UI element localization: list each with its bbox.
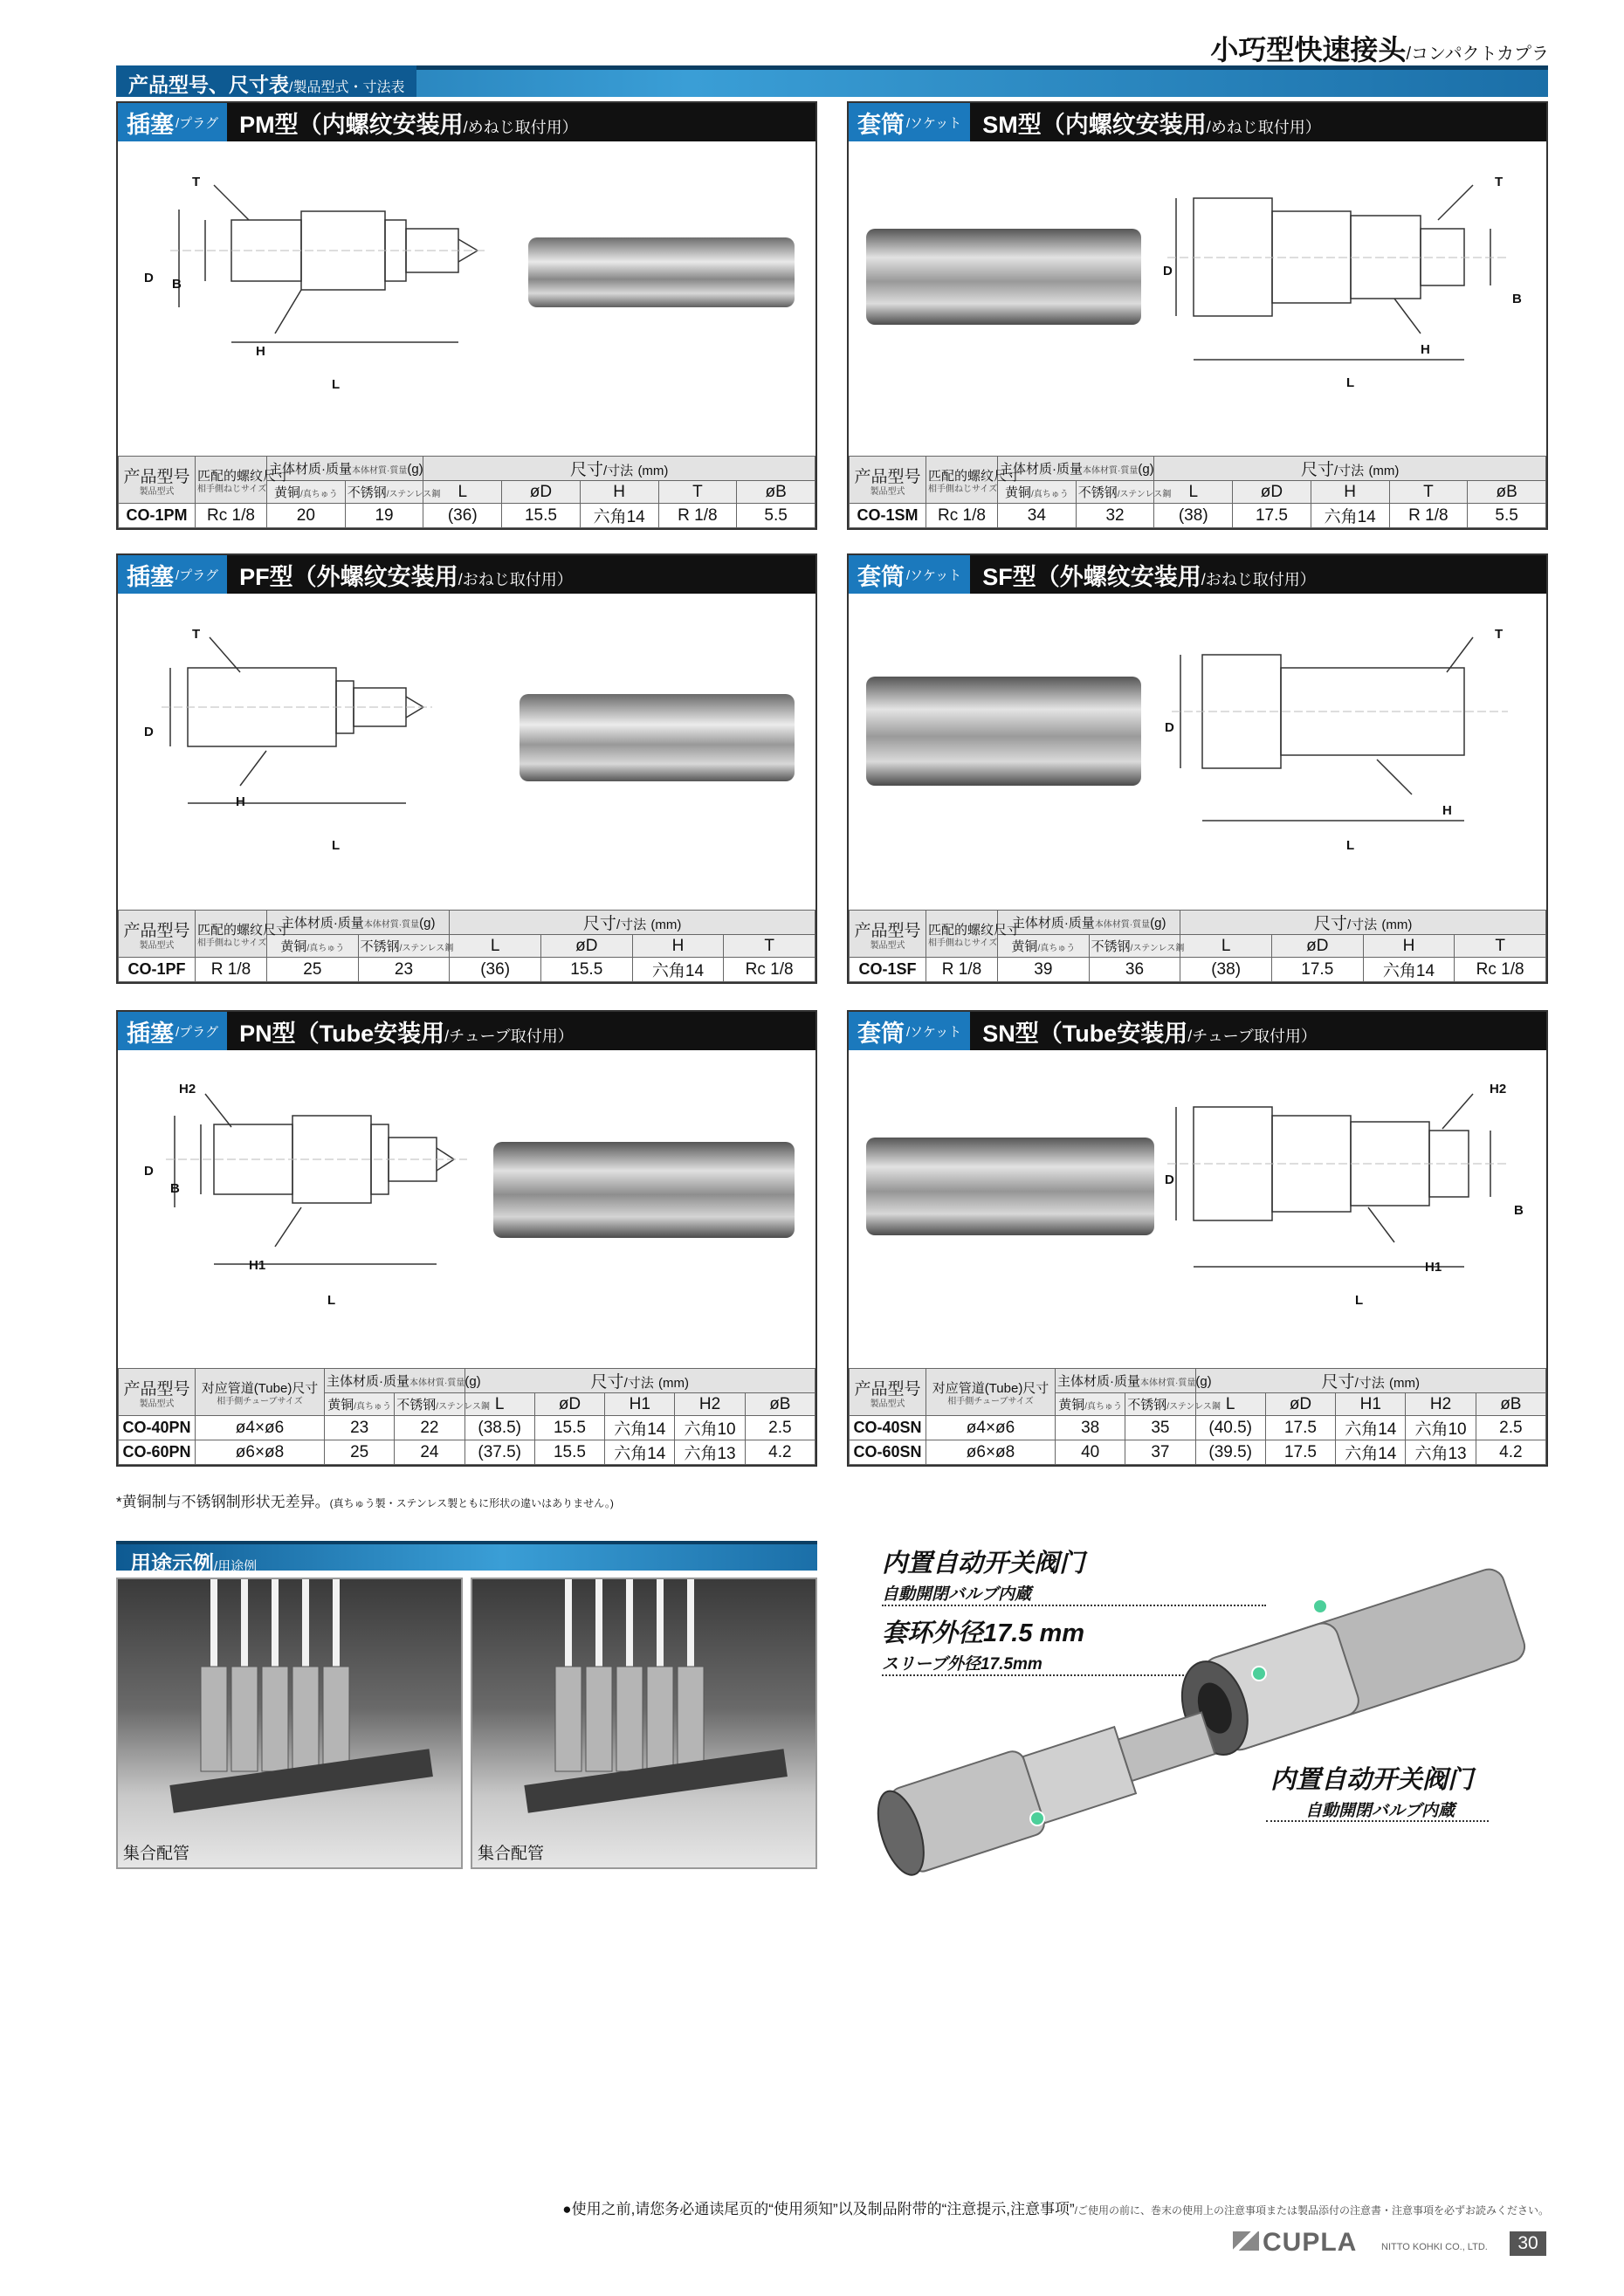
company-name: NITTO KOHKI CO., LTD. [1381,2242,1488,2252]
th-col: øD [1271,935,1363,958]
th-col: H [632,935,724,958]
th-thread: 匹配的螺纹尺寸 [928,468,1021,484]
cell: ø6×ø8 [926,1440,1056,1465]
product-drawing [118,141,815,456]
th-ss: 不锈钢 [1077,485,1118,500]
cell: 六角14 [1311,504,1389,528]
th-ss: 不锈钢 [1091,939,1131,954]
table-row [119,1416,815,1440]
spec-table [118,456,815,528]
th-model-sub: 製品型式 [870,1399,905,1409]
cell: 34 [998,504,1077,528]
th-dims: 尺寸 [590,1373,624,1392]
spec-table [849,910,1546,982]
cell: R 1/8 [658,504,737,528]
product-photo [520,694,795,781]
panel-tag: 套筒 /ソケット [849,1012,970,1050]
cell-model: CO-1SM [850,504,926,528]
panel-title: PF型（外螺纹安装用/おねじ取付用） [239,563,573,590]
th-col: H [580,481,658,504]
cell: (36) [450,958,541,982]
cell: 25 [325,1440,395,1465]
th-col: øD [502,481,581,504]
product-drawing [118,594,815,910]
table-row [850,1416,1546,1440]
th-col: T [658,481,737,504]
th-dims-sub: /寸法 [1354,1376,1385,1391]
panel-sm [847,101,1548,530]
th-ss: 不锈钢 [1127,1398,1167,1413]
th-col: L [464,1393,534,1416]
product-drawing [849,594,1546,910]
panel-header [849,1012,1546,1050]
product-photo [493,1142,795,1238]
dim-label-l: L [1346,375,1355,390]
th-model: 产品型号 [854,1379,921,1399]
dim-label-d: D [1165,720,1174,735]
panel-sn [847,1010,1548,1467]
cell: 35 [1125,1416,1195,1440]
manifold-illustration [118,1579,464,1871]
th-dims: 尺寸 [569,461,603,479]
cell: (37.5) [464,1440,534,1465]
cell-model: CO-40SN [850,1416,926,1440]
th-brass-sub: /真ちゅう [1084,1402,1123,1412]
panel-header [118,103,815,141]
th-col: L [450,935,541,958]
th-dims-unit: (mm) [1381,918,1413,932]
th-thread: 匹配的螺纹尺寸 [197,922,290,938]
th-col: H2 [675,1393,745,1416]
panel-header [118,555,815,594]
panel-title: SM型（内螺纹安装用/めねじ取付用） [982,111,1321,138]
cell: 32 [1076,504,1154,528]
cell: 5.5 [737,504,815,528]
cell: (38) [1180,958,1272,982]
logo-mark-icon [1233,2231,1259,2251]
cell: 15.5 [534,1416,604,1440]
dim-label-d: D [1163,264,1173,278]
cell: (38) [1154,504,1233,528]
th-dims: 尺寸 [1300,461,1334,479]
dim-label-d: D [144,725,154,739]
th-dims-sub: /寸法 [616,918,647,932]
cell: Rc 1/8 [724,958,815,982]
cell: R 1/8 [196,958,267,982]
th-col: H1 [605,1393,675,1416]
th-material-sub: 本体材質·質量 [352,466,408,476]
th-col: T [1389,481,1468,504]
dim-label-t: T [192,175,201,189]
th-material: 主体材质·质量 [280,916,364,931]
cell: Rc 1/8 [1455,958,1546,982]
socket-dimension-drawing [1159,168,1534,430]
cell: 40 [1056,1440,1125,1465]
dim-label-d: D [144,271,154,285]
th-model-sub: 製品型式 [139,1399,175,1409]
footer-notice: ●使用之前,请您务必通读尾页的“使用须知”以及制品附带的“注意提示,注意事项”/ご使用の前に、巻末の使用上の注意事項または製品添付の注意書・注意事項を必ずお読みください。 [562,2201,1549,2217]
th-material: 主体材质·质量 [269,462,352,477]
th-brass-sub: /真ちゅう [299,490,338,499]
th-ss-sub: /ステンレス鋼 [436,1402,490,1412]
cell: 25 [267,958,359,982]
cell: 4.2 [1476,1440,1545,1465]
dim-label-h1: H1 [249,1258,266,1273]
dim-label-h2: H2 [1490,1082,1507,1096]
th-dims-sub: /寸法 [1333,464,1365,478]
th-tube-sub: 相手側チューブサイズ [947,1396,1034,1406]
dim-label-b: B [172,277,182,292]
spec-table [849,1368,1546,1465]
th-ss-sub: /ステンレス鋼 [399,944,454,953]
cell: 5.5 [1468,504,1546,528]
th-dims-unit: (mm) [1389,1376,1420,1391]
th-col: øD [540,935,632,958]
panel-pm [116,101,817,530]
cell: 17.5 [1233,504,1311,528]
cell: (36) [423,504,502,528]
dim-label-l: L [1346,838,1355,853]
panel-tag: 插塞 /プラグ [118,103,227,141]
cell: 22 [395,1416,464,1440]
th-material-unit: (g) [1138,462,1154,477]
panel-pf [116,553,817,984]
th-brass: 黄铜 [273,485,300,500]
usage-caption: 集合配管 [123,1845,190,1863]
cell: 六角14 [1336,1416,1406,1440]
manifold-illustration [472,1579,819,1871]
section-title: 产品型号、尺寸表/製品型式・寸法表 [116,65,416,97]
th-model: 产品型号 [123,467,190,486]
cell: 23 [325,1416,395,1440]
th-dims-unit: (mm) [658,1376,689,1391]
dim-label-h2: H2 [179,1082,196,1096]
dim-label-l: L [332,377,341,392]
socket-dimension-drawing [1159,1076,1534,1338]
th-ss-sub: /ステンレス鋼 [386,490,441,499]
th-model: 产品型号 [123,1379,190,1399]
th-dims: 尺寸 [582,915,616,933]
th-material: 主体材质·质量 [1000,462,1083,477]
th-ss-sub: /ステンレス鋼 [1130,944,1185,953]
th-ss: 不锈钢 [347,485,387,500]
cell: 六角14 [632,958,724,982]
dim-label-t: T [192,627,201,642]
th-dims: 尺寸 [1313,915,1347,933]
dim-label-h: H [1442,803,1452,818]
dim-label-t: T [1495,627,1504,642]
th-thread-sub: 相手側ねじサイズ [928,484,998,494]
panel-tag: 插塞 /プラグ [118,1012,227,1050]
callout-leader [1266,1820,1489,1822]
cell: 38 [1056,1416,1125,1440]
th-thread: 匹配的螺纹尺寸 [928,922,1021,938]
dim-label-h: H [236,794,245,809]
th-dims: 尺寸 [1321,1373,1355,1392]
cell-model: CO-1SF [850,958,926,982]
th-col: øD [534,1393,604,1416]
cell: 2.5 [745,1416,815,1440]
cell: R 1/8 [1389,504,1468,528]
th-material: 主体材质·质量 [1011,916,1095,931]
cell: 4.2 [745,1440,815,1465]
product-photo [866,229,1141,325]
th-brass: 黄铜 [327,1398,354,1413]
cell: 15.5 [502,504,581,528]
cell: (39.5) [1195,1440,1265,1465]
th-material-unit: (g) [464,1374,481,1389]
table-row [850,1440,1546,1465]
th-col: H [1363,935,1455,958]
th-col: øD [1265,1393,1335,1416]
th-tube-sub: 相手側チューブサイズ [217,1396,303,1406]
usage-title: 用途示例/用途例 [116,1541,817,1571]
product-drawing [849,1050,1546,1368]
cell: 六角13 [675,1440,745,1465]
th-col: T [724,935,815,958]
table-row [850,504,1546,528]
th-brass-sub: /真ちゅう [306,944,345,953]
th-model-sub: 製品型式 [870,940,905,951]
th-col: øB [745,1393,815,1416]
usage-photo [471,1578,817,1869]
table-row [119,1440,815,1465]
panel-title: PN型（Tube安装用/チューブ取付用） [239,1020,574,1047]
panel-title: SF型（外螺纹安装用/おねじ取付用） [982,563,1316,590]
th-col: H2 [1406,1393,1476,1416]
th-model-sub: 製品型式 [870,486,905,497]
dim-label-d: D [144,1164,154,1179]
usage-caption: 集合配管 [478,1845,545,1863]
cell: ø4×ø6 [926,1416,1056,1440]
cell: 15.5 [540,958,632,982]
table-row [119,504,815,528]
table-row [119,958,815,982]
feature-callout-valve-bottom: 内置自动开关阀门 自動開閉バルブ内蔵 [1270,1766,1474,1820]
th-thread-sub: 相手側ねじサイズ [197,938,267,948]
table-row [850,958,1546,982]
th-ss: 不锈钢 [396,1398,437,1413]
cell: 六角14 [605,1440,675,1465]
panel-tag: 插塞 /プラグ [118,555,227,594]
cell: 六角13 [1406,1440,1476,1465]
cell: 17.5 [1265,1416,1335,1440]
cell: 六角14 [1336,1440,1406,1465]
th-brass: 黄铜 [1004,485,1031,500]
dim-label-b: B [170,1181,180,1196]
product-drawing [849,141,1546,456]
th-ss-sub: /ステンレス鋼 [1166,1402,1221,1412]
th-col: øD [1233,481,1311,504]
dim-label-l: L [1355,1293,1364,1308]
th-brass-sub: /真ちゅう [354,1402,392,1412]
spec-table [118,1368,815,1465]
cell: 39 [998,958,1090,982]
th-tube: 对应管道(Tube)尺寸 [201,1380,319,1396]
th-model: 产品型号 [854,467,921,486]
plug-dimension-drawing [135,168,520,430]
th-material-sub: 本体材質·質量 [1140,1378,1196,1388]
cell-model: CO-60SN [850,1440,926,1465]
cell: ø6×ø8 [196,1440,325,1465]
spec-table [118,910,815,982]
th-thread-sub: 相手側ねじサイズ [928,938,998,948]
cell: 37 [1125,1440,1195,1465]
cell: 2.5 [1476,1416,1545,1440]
th-model: 产品型号 [854,921,921,940]
cell: ø4×ø6 [196,1416,325,1440]
dim-label-l: L [327,1293,336,1308]
cell: (40.5) [1195,1416,1265,1440]
plug-dimension-drawing [135,620,520,882]
brand-logo: CUPLA [1233,2228,1357,2258]
th-dims-sub: /寸法 [1346,918,1378,932]
cell: 六角14 [605,1416,675,1440]
coupler-illustration [856,1545,1554,1877]
th-col: øB [1476,1393,1545,1416]
product-drawing [118,1050,815,1368]
dim-label-h: H [256,344,265,359]
product-photo [866,1138,1154,1235]
th-model: 产品型号 [123,921,190,940]
dim-label-b: B [1514,1203,1524,1218]
th-thread-sub: 相手側ねじサイズ [197,484,267,494]
usage-photo [116,1578,463,1869]
panel-pn [116,1010,817,1467]
dim-label-l: L [332,838,341,853]
th-material-unit: (g) [407,462,423,477]
th-col: H [1311,481,1389,504]
cell: Rc 1/8 [196,504,267,528]
cell: 24 [395,1440,464,1465]
cell: R 1/8 [926,958,998,982]
cell: 六角14 [1363,958,1455,982]
th-brass-sub: /真ちゅう [1030,490,1069,499]
th-thread: 匹配的螺纹尺寸 [197,468,290,484]
th-col: L [423,481,502,504]
panel-tag: 套筒 /ソケット [849,103,970,141]
th-col: øB [737,481,815,504]
page-title: 小巧型快速接头/コンパクトカプラ [1210,34,1549,65]
cell: (38.5) [464,1416,534,1440]
th-material: 主体材质·质量 [1057,1374,1140,1389]
th-material-sub: 本体材質·質量 [1083,466,1139,476]
dim-label-t: T [1495,175,1504,189]
feature-callout-sleeve: 套环外径17.5 mm スリーブ外径17.5mm [882,1619,1085,1674]
panel-sf [847,553,1548,984]
th-material-unit: (g) [1195,1374,1212,1389]
cell: 23 [358,958,450,982]
th-material-sub: 本体材質·質量 [363,920,420,930]
feature-callout-valve-top: 内置自动开关阀门 自動開閉バルブ内蔵 [882,1550,1085,1604]
th-col: L [1180,935,1272,958]
material-note: *黄铜制与不锈钢制形状无差异。(真ちゅう製・ステンレス製ともに形状の違いはありません。) [116,1494,614,1510]
th-material-unit: (g) [419,916,436,931]
panel-header [849,103,1546,141]
cell: 19 [345,504,423,528]
cell-model: CO-1PF [119,958,196,982]
th-dims-unit: (mm) [637,464,669,478]
th-ss-sub: /ステンレス鋼 [1117,490,1172,499]
cell: 20 [267,504,346,528]
cell: 六角14 [580,504,658,528]
panel-title: SN型（Tube安装用/チューブ取付用） [982,1020,1317,1047]
th-dims-unit: (mm) [650,918,682,932]
th-dims-sub: /寸法 [623,1376,654,1391]
th-dims-sub: /寸法 [602,464,634,478]
dim-label-d: D [1165,1172,1174,1187]
cell: 六角10 [1406,1416,1476,1440]
page-number: 30 [1510,2231,1546,2256]
cell: 17.5 [1265,1440,1335,1465]
cell: 六角10 [675,1416,745,1440]
th-tube: 对应管道(Tube)尺寸 [932,1380,1049,1396]
th-material-sub: 本体材質·質量 [409,1378,465,1388]
cell-model: CO-1PM [119,504,196,528]
dim-label-h1: H1 [1425,1260,1442,1275]
product-photo [528,237,795,307]
panel-header [849,555,1546,594]
th-col: H1 [1336,1393,1406,1416]
th-col: T [1455,935,1546,958]
th-brass: 黄铜 [280,939,307,954]
th-dims-unit: (mm) [1368,464,1400,478]
cell: 17.5 [1271,958,1363,982]
th-brass-sub: /真ちゅう [1037,944,1076,953]
dim-label-h: H [1421,342,1430,357]
th-model-sub: 製品型式 [139,486,175,497]
cell: 36 [1089,958,1180,982]
th-material-sub: 本体材質·質量 [1094,920,1151,930]
panel-tag: 套筒 /ソケット [849,555,970,594]
th-col: øB [1468,481,1546,504]
th-material-unit: (g) [1150,916,1166,931]
dim-label-b: B [1512,292,1522,306]
th-brass: 黄铜 [1011,939,1038,954]
product-photo [866,677,1141,786]
th-model-sub: 製品型式 [139,940,175,951]
cell: 15.5 [534,1440,604,1465]
th-material: 主体材质·质量 [327,1374,409,1389]
cell-model: CO-40PN [119,1416,196,1440]
panel-header [118,1012,815,1050]
th-col: L [1195,1393,1265,1416]
panel-title: PM型（内螺纹安装用/めねじ取付用） [239,111,578,138]
th-brass: 黄铜 [1058,1398,1085,1413]
th-col: L [1154,481,1233,504]
spec-table [849,456,1546,528]
th-ss: 不锈钢 [360,939,400,954]
cell-model: CO-60PN [119,1440,196,1465]
cell: Rc 1/8 [926,504,998,528]
